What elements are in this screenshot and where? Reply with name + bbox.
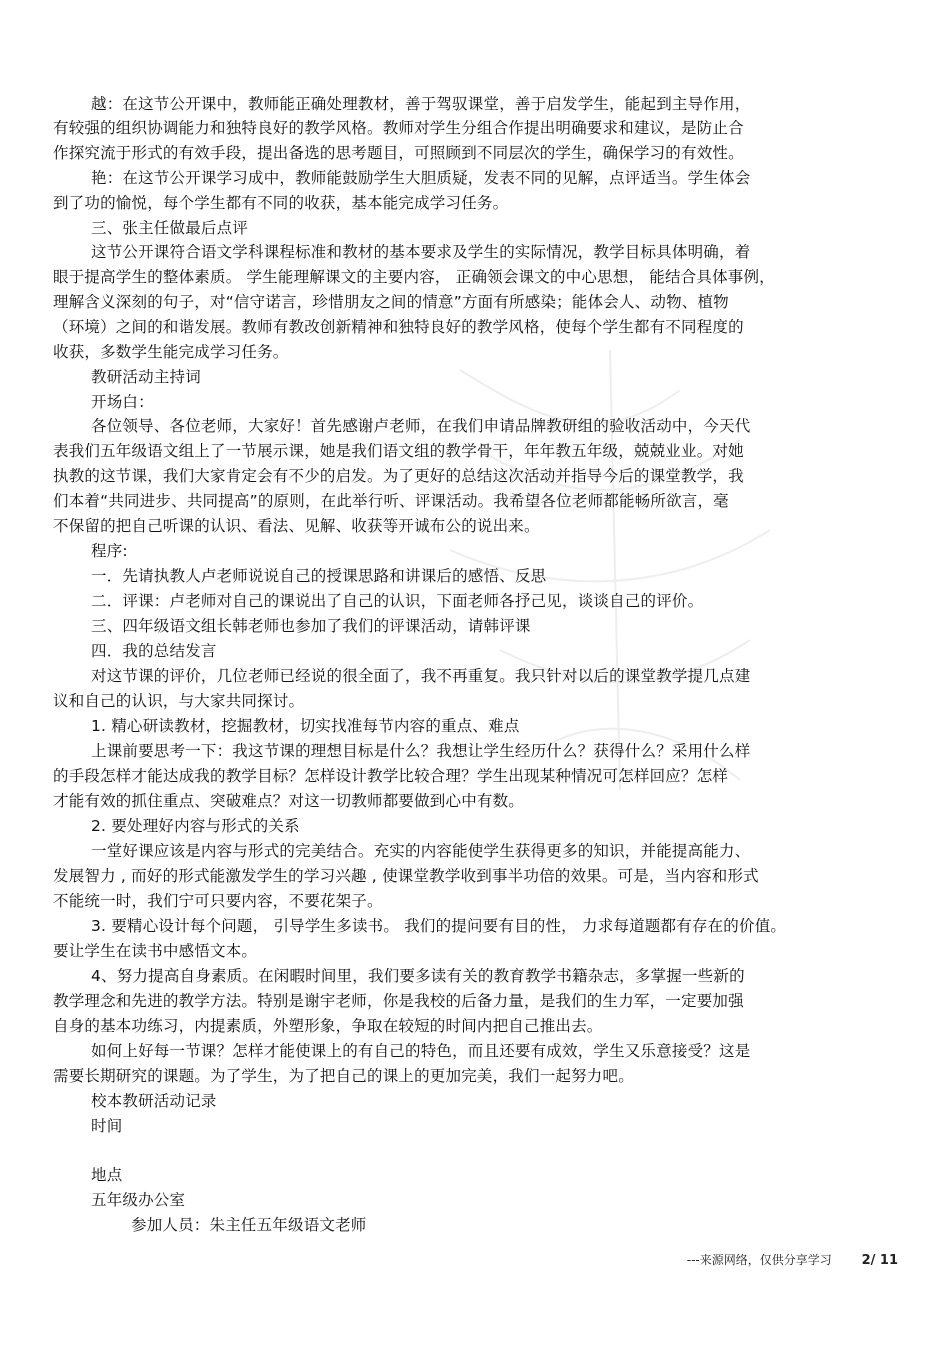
field-value-location: 五年级办公室 [91,1191,186,1209]
text-line: 艳：在这节公开课学习成中，教师能鼓励学生大胆质疑，发表不同的见解，点评适当。学生体会 [91,169,751,187]
text-line: 自身的基本功练习，内提素质，外塑形象，争取在较短的时间内把自己推出去。 [53,1017,603,1035]
section-heading: 校本教研活动记录 [91,1092,217,1110]
section-heading: 教研活动主持词 [91,368,201,386]
text-line: 上课前要思考一下：我这节课的理想目标是什么？我想让学生经历什么？获得什么？采用什么样 [91,742,751,760]
section-heading: 三、张主任做最后点评 [91,219,249,237]
list-item: 4、努力提高自身素质。在闲暇时间里，我们要多读有关的教育教学书籍杂志，多掌握一些新的 [91,967,745,985]
text-line: 作探究流于形式的有效手段，提出备选的思考题目，可照顾到不同层次的学生，确保学习的有效性。 [53,144,744,162]
list-item: 二．评课：卢老师对自己的课说出了自己的认识，下面老师各抒己见，谈谈自己的评价。 [91,592,704,610]
page-footer [687,1251,898,1268]
footer-source: ---来源网络，仅供分享学习 [686,1253,832,1267]
list-item: 1. 精心研读教材，挖掘教材，切实找准每节内容的重点、难点 [91,717,520,735]
text-line: 眼于提高学生的整体素质。 学生能理解课文的主要内容， 正确领会课文的中心思想， 能结合具体事例， [53,268,775,286]
text-line: 各位领导、各位老师，大家好！首先感谢卢老师，在我们申请品牌教研组的验收活动中，今天代 [91,417,751,435]
list-item: 四．我的总结发言 [91,642,217,660]
text-line: 的手段怎样才能达成我的教学目标？怎样设计教学比较合理？学生出现某种情况可怎样回应？怎样 [53,767,729,785]
text-line: 有较强的组织协调能力和独特良好的教学风格。教师对学生分组合作提出明确要求和建议，是防止合 [53,119,744,137]
text-line: 收获，多数学生能完成学习任务。 [53,343,289,361]
text-line: 一堂好课应该是内容与形式的完美结合。充实的内容能使学生获得更多的知识，并能提高能力、 [91,842,751,860]
text-line: 如何上好每一节课？怎样才能使课上的有自己的特色，而且还要有成效，学生又乐意接受？这是 [91,1042,751,1060]
field-label-time: 时间 [91,1117,123,1135]
text-line: 议和自己的认识，与大家共同探讨。 [53,692,305,710]
text-line: 理解含义深刻的句子，对“信守诺言，珍惜朋友之间的情意”方面有所感染；能体会人、动物、植物 [53,293,729,311]
list-item: 3. 要精心设计每个问题， 引导学生多读书。 我们的提问要有目的性， 力求每道题都有存在的价值。 [91,917,787,935]
text-line: 发展智力 , 而好的形式能激发学生的学习兴趣 , 使课堂教学收到事半功倍的效果。可是，当内容和形式 [53,867,759,885]
text-line: 表我们五年级语文组上了一节展示课，她是我们语文组的教学骨干，年年教五年级，兢兢业业。对她 [53,442,744,460]
text-line: 们本着“共同进步、共同提高”的原则，在此举行听、评课活动。我希望各位老师都能畅所欲言，毫 [53,492,729,510]
text-line: 要让学生在读书中感悟文本。 [53,942,258,960]
list-item: 一．先请执教人卢老师说说自己的授课思路和讲课后的感悟、反思 [91,567,547,585]
text-line: 不保留的把自己听课的认识、看法、见解、收获等开诚布公的说出来。 [53,517,540,535]
text-line: 才能有效的抓住重点、突破难点？对这一切教师都要做到心中有数。 [53,792,525,810]
text-line: 不能统一时，我们宁可只要内容，不要花架子。 [53,892,383,910]
text-line: 开场白： [91,393,154,411]
text-line: 教学理念和先进的教学方法。特别是谢宇老师，你是我校的后备力量，是我们的生力军，一定要加强 [53,992,744,1010]
text-line: 到了功的愉悦，每个学生都有不同的收获，基本能完成学习任务。 [53,194,509,212]
text-line: 执教的这节课，我们大家肯定会有不少的启发。为了更好的总结这次活动并指导今后的课堂教学，我 [53,467,744,485]
section-heading: 程序: [91,542,128,560]
text-line: 这节公开课符合语文学科课程标准和教材的基本要求及学生的实际情况，教学目标具体明确，着 [91,243,751,261]
text-line: 对这节课的评价，几位老师已经说的很全面了，我不再重复。我只针对以后的课堂教学提几点建 [91,667,751,685]
list-item: 三、四年级语文组长韩老师也参加了我们的评课活动，请韩评课 [91,617,531,635]
text-line: 越：在这节公开课中，教师能正确处理教材，善于驾驭课堂，善于启发学生，能起到主导作用， [91,95,751,113]
text-line: （环境）之间的和谐发展。教师有教改创新精神和独特良好的教学风格，使每个学生都有不同程度的 [53,318,744,336]
page-number: 2/ 11 [861,1253,898,1268]
field-participants: 参加人员：朱主任五年级语文老师 [131,1216,367,1234]
list-item: 2. 要处理好内容与形式的关系 [91,817,300,835]
text-line: 需要长期研究的课题。为了学生，为了把自己的课上的更加完美，我们一起努力吧。 [53,1067,634,1085]
field-label-location: 地点 [91,1166,123,1184]
